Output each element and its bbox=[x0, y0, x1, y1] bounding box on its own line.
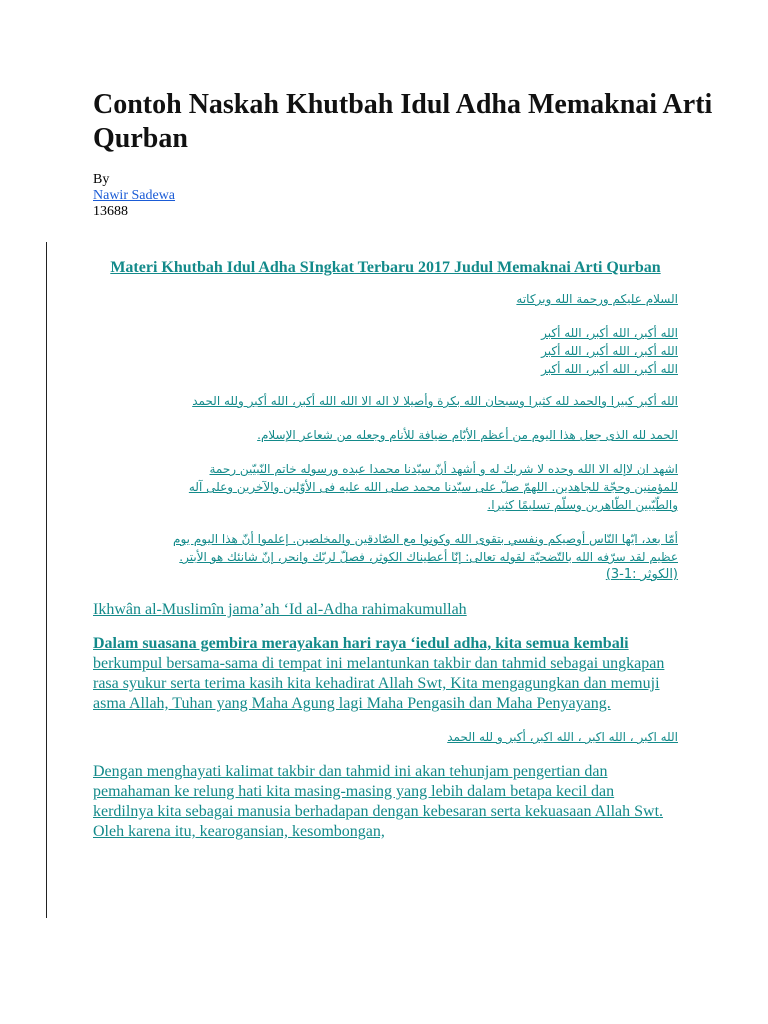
page-title: Contoh Naskah Khutbah Idul Adha Memaknai Arti Qurban bbox=[93, 89, 713, 154]
takbir-line bbox=[93, 342, 678, 360]
takbir-line-text: الله أكبر، الله أكبر، الله أكبر bbox=[541, 344, 678, 358]
syahadat-line bbox=[93, 460, 678, 478]
syahadat-line-text: والطّيّبين الطّاهرين وسلّم تسليمًا كثيرا. bbox=[487, 498, 678, 512]
paragraph-reflection-text: Dengan menghayati kalimat takbir dan tahmid ini akan tehunjam pengertian dan pemahaman ke relung hati kita masing-masing yang lebih dalam betapa kecil dan kerdilnya kita sebagai manusia berhadapan dengan kebesaran serta kekuasaan Allah Swt. Oleh karena itu, kearogansian, kesombongan, bbox=[93, 763, 664, 840]
amma-reference bbox=[93, 566, 678, 584]
address-part-1: Ikhwân al- bbox=[93, 601, 162, 618]
syahadat-line bbox=[93, 478, 678, 496]
takbir-short-line: الله اكبر ، الله اكبر ، الله اكبر، أكبر و لله الحمد bbox=[447, 730, 678, 744]
amma-line-text: أمّا بعد، ايّها النّاس أوصيكم ونفسي بتقوى الله وكونوا مع الصّادقين والمخلصين. إعلموا أنّ هذا اليوم يوم bbox=[173, 532, 678, 546]
byline bbox=[93, 172, 175, 220]
syahadat-line-text: للمؤمنين وحجّة للجاهدين. اللهمّ صلّ على سيّدنا محمد صلى الله عليه فى الأوّلين والآخرين وعلى آله bbox=[188, 480, 678, 494]
amma-line-text: عظيم لقد سرّفه الله بالتّضحيّة لقوله تعالى: إنّا أعطيناك الكوثر، فصلّ لربّك وانحر، إنّ شانئك هو الأبتر. bbox=[179, 550, 678, 564]
takbir-long-line: الله أكبر كبيرا والحمد لله كثيرا وسبحان الله بكرة وأصيلا لا اله الا الله الله أكبر، الله أكبر ولله الحمد bbox=[192, 394, 678, 408]
syahadat-line bbox=[93, 496, 678, 514]
salam-line: السلام عليكم ورحمة الله وبركاته bbox=[516, 292, 678, 306]
article-body bbox=[93, 258, 678, 856]
paragraph-opening-bold: Dalam suasana gembira merayakan hari raya ‘iedul adha, kita semua kembali bbox=[93, 635, 629, 652]
takbir-line-text: الله أكبر، الله أكبر، الله أكبر bbox=[541, 362, 678, 376]
amma-reference-text: (الكوثر :1-3) bbox=[605, 567, 678, 582]
address-part-3: -Adha rahimakumullah bbox=[317, 601, 467, 618]
takbir-line bbox=[93, 360, 678, 378]
takbir-line bbox=[93, 324, 678, 342]
amma-line bbox=[93, 548, 678, 566]
takbir-long-text bbox=[93, 392, 678, 410]
takbir-line-text: الله أكبر، الله أكبر، الله أكبر bbox=[541, 326, 678, 340]
left-divider bbox=[46, 242, 47, 918]
article-subtitle-link[interactable]: Materi Khutbah Idul Adha SIngkat Terbaru 2017 Judul Memaknai Arti Qurban bbox=[110, 259, 661, 276]
takbir-block bbox=[93, 324, 678, 378]
paragraph-reflection bbox=[93, 762, 678, 842]
hamdalah-text bbox=[93, 426, 678, 444]
document-id: 13688 bbox=[93, 204, 128, 219]
syahadat-line-text: اشهد ان لاإله الا الله وحده لا شريك له و أشهد أنّ سيّدنا محمدا عبده ورسوله خاتم النّبيّين رحمة bbox=[209, 462, 678, 476]
article-subtitle[interactable] bbox=[93, 258, 678, 278]
amma-bad-block bbox=[93, 530, 678, 584]
hamdalah-line: الحمد لله الذى جعل هذا اليوم من أعظم الأيّام ضيافة للأنام وجعله من شعاعر الإسلام. bbox=[257, 428, 678, 442]
paragraph-opening-rest: berkumpul bersama-sama di tempat ini melantunkan takbir dan tahmid sebagai ungkapan rasa syukur serta terima kasih kita kehadirat Allah Swt, Kita mengagungkan dan memuji asma Allah, Tuhan yang Maha Agung lagi Maha Pengasih dan Maha Penyayang. bbox=[93, 655, 665, 712]
amma-line bbox=[93, 530, 678, 548]
salam-text bbox=[93, 290, 678, 308]
syahadat-block bbox=[93, 460, 678, 514]
address-part-2: Muslimîn jama’ah ‘Id al bbox=[161, 601, 318, 618]
by-label: By bbox=[93, 172, 110, 187]
takbir-short-text bbox=[93, 728, 678, 746]
paragraph-opening bbox=[93, 634, 678, 714]
jamaah-address bbox=[93, 600, 678, 620]
author-link[interactable]: Nawir Sadewa bbox=[93, 188, 176, 203]
